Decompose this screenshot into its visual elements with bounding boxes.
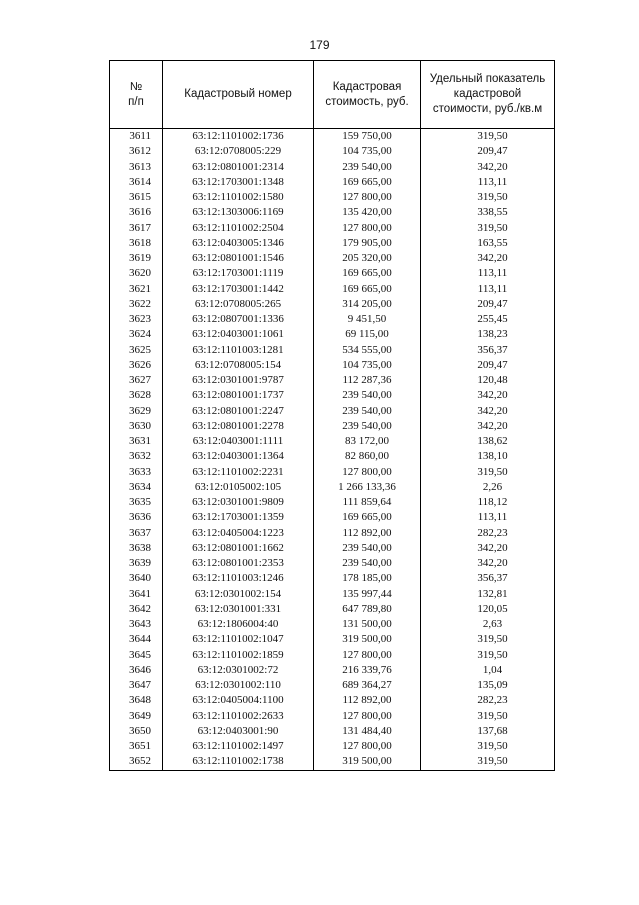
row-number: 3634 xyxy=(110,480,163,495)
cadastral-number: 63:12:0801001:1737 xyxy=(163,388,314,403)
row-number: 3644 xyxy=(110,632,163,647)
table-row xyxy=(110,297,555,312)
cadastral-number: 63:12:0405004:1223 xyxy=(163,526,314,541)
cadastral-cost: 127 800,00 xyxy=(314,465,421,480)
page-number: 179 xyxy=(309,38,330,52)
cadastral-number: 63:12:1101002:1047 xyxy=(163,632,314,647)
row-number: 3615 xyxy=(110,190,163,205)
cadastral-number: 63:12:1703001:1119 xyxy=(163,266,314,281)
header-row xyxy=(110,61,555,129)
table-row xyxy=(110,602,555,617)
table-row xyxy=(110,404,555,419)
table-row xyxy=(110,449,555,464)
row-number: 3611 xyxy=(110,129,163,145)
table-row xyxy=(110,739,555,754)
specific-cost: 319,50 xyxy=(421,648,555,663)
cadastral-number: 63:12:1703001:1442 xyxy=(163,282,314,297)
table-row xyxy=(110,251,555,266)
table-row xyxy=(110,419,555,434)
cadastral-number: 63:12:0403001:1061 xyxy=(163,327,314,342)
row-number: 3625 xyxy=(110,343,163,358)
cadastral-cost: 1 266 133,36 xyxy=(314,480,421,495)
row-number: 3640 xyxy=(110,571,163,586)
cadastral-number: 63:12:0708005:154 xyxy=(163,358,314,373)
row-number: 3637 xyxy=(110,526,163,541)
table-row xyxy=(110,617,555,632)
cadastral-cost: 9 451,50 xyxy=(314,312,421,327)
specific-cost: 319,50 xyxy=(421,754,555,770)
cadastral-cost: 159 750,00 xyxy=(314,129,421,145)
row-number: 3624 xyxy=(110,327,163,342)
table-row xyxy=(110,693,555,708)
specific-cost: 342,20 xyxy=(421,160,555,175)
row-number: 3622 xyxy=(110,297,163,312)
cadastral-number: 63:12:1101002:1497 xyxy=(163,739,314,754)
row-number: 3643 xyxy=(110,617,163,632)
cadastral-number: 63:12:1101002:2633 xyxy=(163,709,314,724)
cadastral-number: 63:12:1101002:1580 xyxy=(163,190,314,205)
table-row xyxy=(110,480,555,495)
row-number: 3628 xyxy=(110,388,163,403)
table-row xyxy=(110,526,555,541)
specific-cost: 138,10 xyxy=(421,449,555,464)
cadastral-cost: 534 555,00 xyxy=(314,343,421,358)
cadastral-number: 63:12:0708005:265 xyxy=(163,297,314,312)
row-number: 3621 xyxy=(110,282,163,297)
row-number: 3612 xyxy=(110,144,163,159)
cadastral-cost: 127 800,00 xyxy=(314,709,421,724)
cadastral-cost: 169 665,00 xyxy=(314,282,421,297)
table-row xyxy=(110,190,555,205)
cadastral-number: 63:12:0301001:9787 xyxy=(163,373,314,388)
table-row xyxy=(110,648,555,663)
cadastral-cost: 111 859,64 xyxy=(314,495,421,510)
cadastral-cost: 178 185,00 xyxy=(314,571,421,586)
specific-cost: 319,50 xyxy=(421,221,555,236)
specific-cost: 342,20 xyxy=(421,419,555,434)
row-number: 3641 xyxy=(110,587,163,602)
specific-cost: 209,47 xyxy=(421,144,555,159)
cadastral-number: 63:12:0405004:1100 xyxy=(163,693,314,708)
table-row xyxy=(110,327,555,342)
table-row xyxy=(110,724,555,739)
specific-cost: 135,09 xyxy=(421,678,555,693)
cadastral-cost: 169 665,00 xyxy=(314,510,421,525)
cadastral-number: 63:12:0801001:2314 xyxy=(163,160,314,175)
cadastral-number: 63:12:1101003:1281 xyxy=(163,343,314,358)
table-row xyxy=(110,663,555,678)
cadastral-cost: 239 540,00 xyxy=(314,556,421,571)
row-number: 3651 xyxy=(110,739,163,754)
header-specific-cost: Удельный показатель кадастровой стоимости, руб./кв.м xyxy=(421,61,555,129)
row-number: 3636 xyxy=(110,510,163,525)
cadastral-cost: 127 800,00 xyxy=(314,221,421,236)
specific-cost: 138,62 xyxy=(421,434,555,449)
specific-cost: 113,11 xyxy=(421,510,555,525)
header-cost: Кадастровая стоимость, руб. xyxy=(314,61,421,129)
cadastral-number: 63:12:1101002:1859 xyxy=(163,648,314,663)
cadastral-number: 63:12:0403005:1346 xyxy=(163,236,314,251)
cadastral-number: 63:12:0403001:1111 xyxy=(163,434,314,449)
table-row xyxy=(110,632,555,647)
cadastral-cost: 216 339,76 xyxy=(314,663,421,678)
specific-cost: 342,20 xyxy=(421,251,555,266)
table-row xyxy=(110,343,555,358)
table-header xyxy=(110,61,555,129)
table-row xyxy=(110,709,555,724)
cadastral-number: 63:12:0301002:110 xyxy=(163,678,314,693)
cadastral-cost: 689 364,27 xyxy=(314,678,421,693)
row-number: 3652 xyxy=(110,754,163,770)
specific-cost: 2,26 xyxy=(421,480,555,495)
specific-cost: 2,63 xyxy=(421,617,555,632)
cadastral-cost: 205 320,00 xyxy=(314,251,421,266)
row-number: 3618 xyxy=(110,236,163,251)
cadastral-number: 63:12:1101002:1738 xyxy=(163,754,314,770)
cadastral-cost: 127 800,00 xyxy=(314,190,421,205)
row-number: 3614 xyxy=(110,175,163,190)
cadastral-cost: 239 540,00 xyxy=(314,388,421,403)
table-row xyxy=(110,282,555,297)
specific-cost: 319,50 xyxy=(421,739,555,754)
table-row xyxy=(110,160,555,175)
specific-cost: 342,20 xyxy=(421,556,555,571)
cadastral-cost: 314 205,00 xyxy=(314,297,421,312)
cadastral-cost: 82 860,00 xyxy=(314,449,421,464)
specific-cost: 113,11 xyxy=(421,175,555,190)
cadastral-number: 63:12:0301001:331 xyxy=(163,602,314,617)
cadastral-number: 63:12:0301001:9809 xyxy=(163,495,314,510)
row-number: 3649 xyxy=(110,709,163,724)
table-row xyxy=(110,312,555,327)
specific-cost: 338,55 xyxy=(421,205,555,220)
specific-cost: 342,20 xyxy=(421,541,555,556)
cadastral-cost: 239 540,00 xyxy=(314,541,421,556)
table-row xyxy=(110,465,555,480)
cadastral-cost: 112 892,00 xyxy=(314,526,421,541)
specific-cost: 209,47 xyxy=(421,297,555,312)
specific-cost: 1,04 xyxy=(421,663,555,678)
specific-cost: 137,68 xyxy=(421,724,555,739)
table-row xyxy=(110,144,555,159)
table-row xyxy=(110,495,555,510)
specific-cost: 120,05 xyxy=(421,602,555,617)
specific-cost: 113,11 xyxy=(421,282,555,297)
table-row xyxy=(110,175,555,190)
cadastral-number: 63:12:0301002:154 xyxy=(163,587,314,602)
specific-cost: 163,55 xyxy=(421,236,555,251)
row-number: 3619 xyxy=(110,251,163,266)
cadastral-cost: 135 997,44 xyxy=(314,587,421,602)
cadastral-cost: 319 500,00 xyxy=(314,754,421,770)
row-number: 3617 xyxy=(110,221,163,236)
specific-cost: 319,50 xyxy=(421,190,555,205)
row-number: 3642 xyxy=(110,602,163,617)
row-number: 3648 xyxy=(110,693,163,708)
cadastral-number: 63:12:0801001:1662 xyxy=(163,541,314,556)
row-number: 3632 xyxy=(110,449,163,464)
cadastral-cost: 69 115,00 xyxy=(314,327,421,342)
cadastral-cost: 135 420,00 xyxy=(314,205,421,220)
table-row xyxy=(110,358,555,373)
specific-cost: 342,20 xyxy=(421,404,555,419)
row-number: 3635 xyxy=(110,495,163,510)
cadastral-number: 63:12:0301002:72 xyxy=(163,663,314,678)
cadastral-cost: 131 484,40 xyxy=(314,724,421,739)
row-number: 3647 xyxy=(110,678,163,693)
cadastral-cost: 169 665,00 xyxy=(314,266,421,281)
cadastral-number: 63:12:0801001:1546 xyxy=(163,251,314,266)
row-number: 3650 xyxy=(110,724,163,739)
table-row xyxy=(110,587,555,602)
row-number: 3627 xyxy=(110,373,163,388)
cadastral-number: 63:12:1303006:1169 xyxy=(163,205,314,220)
header-cadastral-number: Кадастровый номер xyxy=(163,61,314,129)
row-number: 3616 xyxy=(110,205,163,220)
row-number: 3620 xyxy=(110,266,163,281)
cadastral-number: 63:12:0801001:2247 xyxy=(163,404,314,419)
cadastral-number: 63:12:1101003:1246 xyxy=(163,571,314,586)
specific-cost: 342,20 xyxy=(421,388,555,403)
cadastral-cost: 127 800,00 xyxy=(314,648,421,663)
cadastral-cost: 169 665,00 xyxy=(314,175,421,190)
row-number: 3613 xyxy=(110,160,163,175)
table-row xyxy=(110,510,555,525)
specific-cost: 282,23 xyxy=(421,693,555,708)
cadastral-number: 63:12:1703001:1348 xyxy=(163,175,314,190)
cadastral-cost: 83 172,00 xyxy=(314,434,421,449)
cadastral-number: 63:12:0105002:105 xyxy=(163,480,314,495)
specific-cost: 209,47 xyxy=(421,358,555,373)
table-row xyxy=(110,236,555,251)
cadastral-cost: 104 735,00 xyxy=(314,358,421,373)
table-row xyxy=(110,571,555,586)
row-number: 3630 xyxy=(110,419,163,434)
row-number: 3631 xyxy=(110,434,163,449)
cadastral-number: 63:12:1703001:1359 xyxy=(163,510,314,525)
header-num: № п/п xyxy=(110,61,163,129)
table-row xyxy=(110,434,555,449)
row-number: 3645 xyxy=(110,648,163,663)
row-number: 3639 xyxy=(110,556,163,571)
table-row xyxy=(110,221,555,236)
cadastral-cost: 179 905,00 xyxy=(314,236,421,251)
cadastral-cost: 112 892,00 xyxy=(314,693,421,708)
cadastral-cost: 239 540,00 xyxy=(314,404,421,419)
cadastral-number: 63:12:1101002:2504 xyxy=(163,221,314,236)
table-body xyxy=(110,129,555,771)
row-number: 3629 xyxy=(110,404,163,419)
cadastral-cost: 127 800,00 xyxy=(314,739,421,754)
cadastral-number: 63:12:0801001:2353 xyxy=(163,556,314,571)
specific-cost: 356,37 xyxy=(421,343,555,358)
row-number: 3633 xyxy=(110,465,163,480)
specific-cost: 132,81 xyxy=(421,587,555,602)
specific-cost: 319,50 xyxy=(421,465,555,480)
specific-cost: 319,50 xyxy=(421,129,555,145)
row-number: 3638 xyxy=(110,541,163,556)
cadastral-cost: 319 500,00 xyxy=(314,632,421,647)
specific-cost: 282,23 xyxy=(421,526,555,541)
cadastral-number: 63:12:1101002:1736 xyxy=(163,129,314,145)
cadastral-number: 63:12:0403001:90 xyxy=(163,724,314,739)
row-number: 3626 xyxy=(110,358,163,373)
specific-cost: 113,11 xyxy=(421,266,555,281)
specific-cost: 255,45 xyxy=(421,312,555,327)
table-row xyxy=(110,754,555,770)
cadastral-number: 63:12:0708005:229 xyxy=(163,144,314,159)
cadastral-cost: 647 789,80 xyxy=(314,602,421,617)
specific-cost: 118,12 xyxy=(421,495,555,510)
specific-cost: 319,50 xyxy=(421,632,555,647)
table-row xyxy=(110,556,555,571)
row-number: 3646 xyxy=(110,663,163,678)
cadastral-cost: 239 540,00 xyxy=(314,160,421,175)
table-row xyxy=(110,129,555,145)
row-number: 3623 xyxy=(110,312,163,327)
cadastral-number: 63:12:0807001:1336 xyxy=(163,312,314,327)
table-row xyxy=(110,678,555,693)
cadastral-number: 63:12:0801001:2278 xyxy=(163,419,314,434)
specific-cost: 138,23 xyxy=(421,327,555,342)
cadastral-number: 63:12:1806004:40 xyxy=(163,617,314,632)
cadastral-number: 63:12:1101002:2231 xyxy=(163,465,314,480)
specific-cost: 120,48 xyxy=(421,373,555,388)
table-row xyxy=(110,388,555,403)
cadastral-cost: 239 540,00 xyxy=(314,419,421,434)
table-row xyxy=(110,205,555,220)
table-row xyxy=(110,541,555,556)
specific-cost: 319,50 xyxy=(421,709,555,724)
table-row xyxy=(110,373,555,388)
cadastral-cost: 112 287,36 xyxy=(314,373,421,388)
cadastral-table xyxy=(109,60,555,771)
cadastral-cost: 131 500,00 xyxy=(314,617,421,632)
table-row xyxy=(110,266,555,281)
specific-cost: 356,37 xyxy=(421,571,555,586)
cadastral-cost: 104 735,00 xyxy=(314,144,421,159)
cadastral-number: 63:12:0403001:1364 xyxy=(163,449,314,464)
